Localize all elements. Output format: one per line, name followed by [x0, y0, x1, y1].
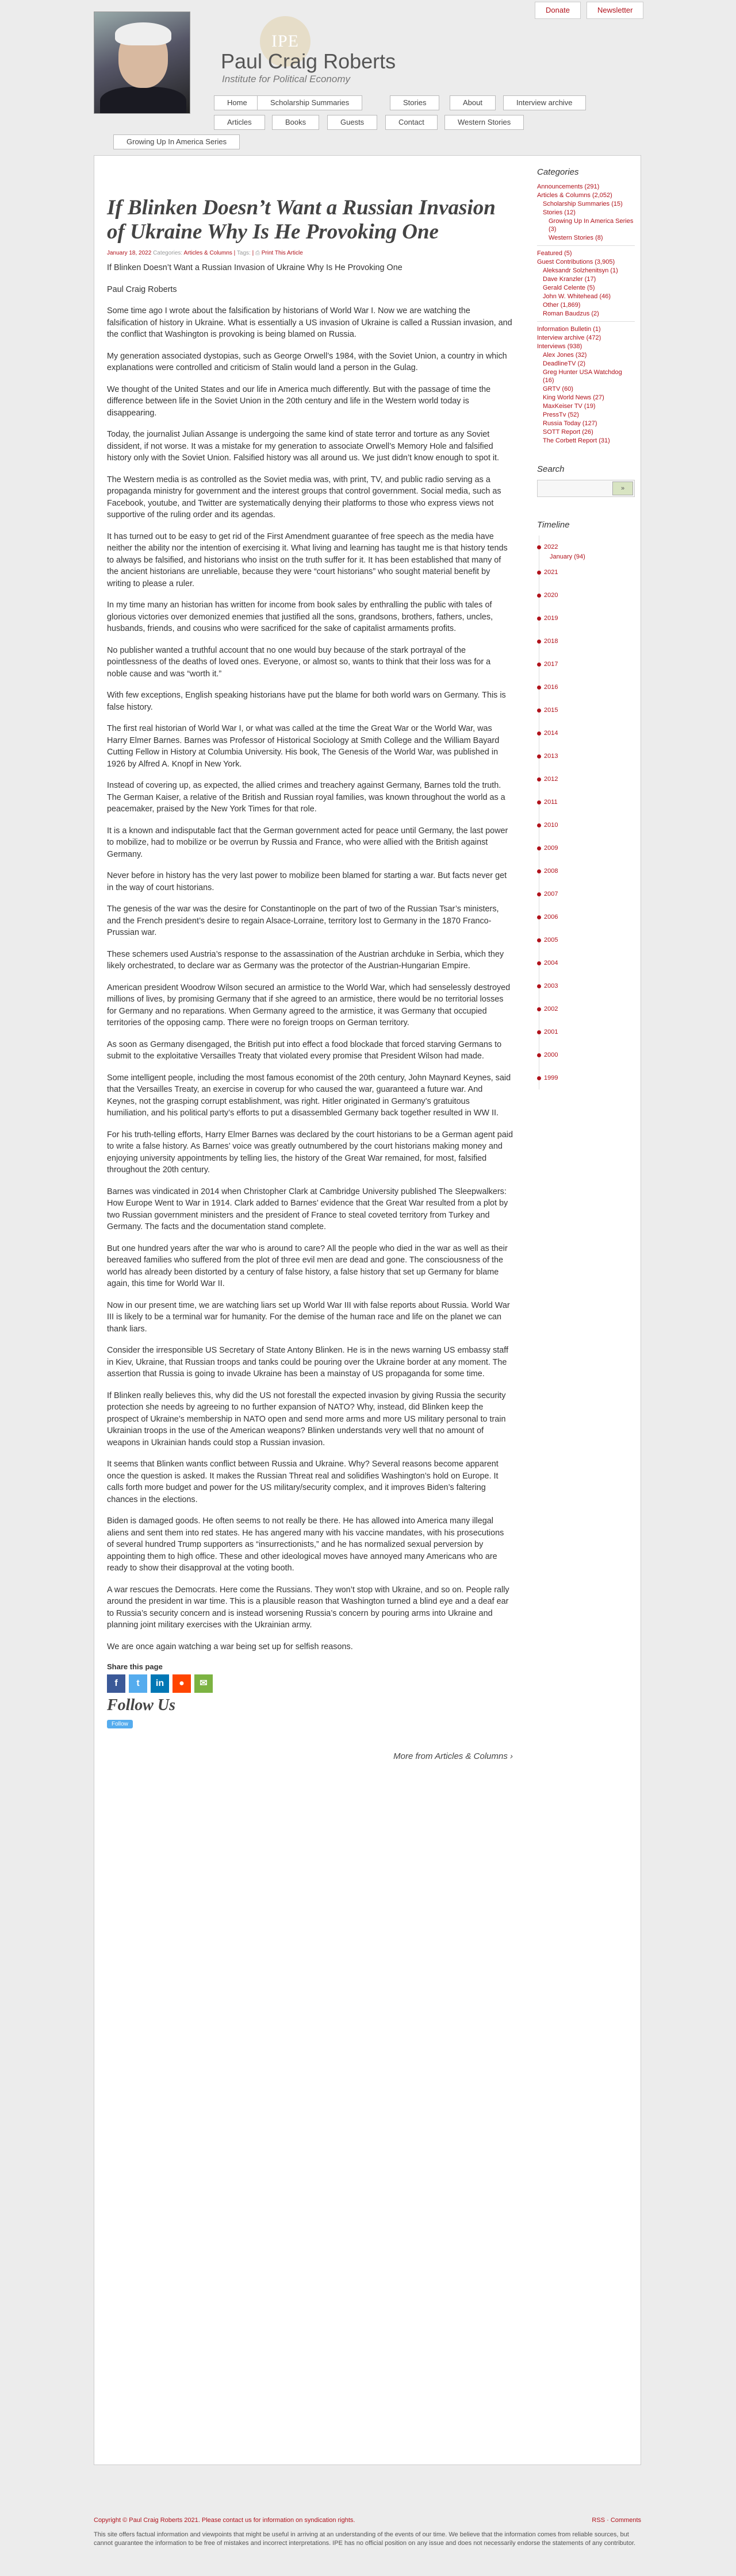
- nav-growing-up-series[interactable]: Growing Up In America Series: [113, 134, 240, 149]
- category-link[interactable]: Interviews (938): [537, 343, 582, 350]
- timeline-dot-icon: [537, 731, 541, 736]
- nav-stories[interactable]: Stories: [390, 95, 439, 110]
- nav-contact[interactable]: Contact: [385, 115, 438, 130]
- nav-interview-archive[interactable]: Interview archive: [503, 95, 586, 110]
- timeline-dot-icon: [537, 777, 541, 781]
- timeline-year[interactable]: [537, 906, 635, 929]
- timeline-year-label[interactable]: 2013: [544, 753, 558, 760]
- category-link[interactable]: Roman Baudzus (2): [543, 310, 599, 317]
- article-paragraph: For his truth-telling efforts, Harry Elmer Barnes was declared by the court historians to be a German agent paid to write a false history. As Barnes’ voice was greatly outnumbered by the court historians making money and enjoying university appointments by telling lies, the history of the Great War remained, for most, falsified throughout the 20th century.: [107, 1130, 513, 1175]
- timeline-year[interactable]: [537, 561, 635, 584]
- timeline-dot-icon: [537, 545, 541, 549]
- footer-rss[interactable]: RSS · Comments: [592, 2517, 641, 2524]
- category-link[interactable]: Growing Up In America Series (3): [549, 218, 634, 233]
- timeline-dot-icon: [537, 869, 541, 873]
- timeline-month[interactable]: January (94): [550, 553, 585, 560]
- timeline-dot-icon: [537, 571, 541, 575]
- timeline-dot-icon: [537, 938, 541, 942]
- timeline-year-label[interactable]: 2015: [544, 707, 558, 714]
- timeline-year[interactable]: [537, 1021, 635, 1044]
- category-link[interactable]: Interview archive (472): [537, 334, 601, 341]
- timeline-dot-icon: [537, 1030, 541, 1034]
- reddit-share-icon[interactable]: ●: [172, 1674, 191, 1693]
- category-link[interactable]: Stories (12): [543, 209, 576, 216]
- timeline-year-label[interactable]: 2002: [544, 1006, 558, 1012]
- linkedin-share-icon[interactable]: in: [151, 1674, 169, 1693]
- timeline-year[interactable]: [537, 584, 635, 607]
- timeline-year-label[interactable]: 2011: [544, 799, 558, 806]
- site-header: [0, 0, 736, 155]
- article-paragraph: My generation associated dystopias, such as George Orwell’s 1984, with the Soviet Union, a country in which explanations were controlled and criticism of Stalin would land a person in the Gulag.: [107, 351, 507, 372]
- timeline-year-label[interactable]: 1999: [544, 1075, 558, 1081]
- category-link[interactable]: Scholarship Summaries (15): [543, 201, 623, 207]
- category-link[interactable]: DeadlineTV (2): [543, 360, 585, 367]
- site-subtitle: Institute for Political Economy: [222, 74, 350, 84]
- category-divider: [537, 321, 635, 322]
- nav-about[interactable]: About: [450, 95, 496, 110]
- site-title[interactable]: Paul Craig Roberts: [221, 49, 396, 73]
- timeline-dot-icon: [537, 1053, 541, 1057]
- nav-books[interactable]: Books: [272, 115, 319, 130]
- article-paragraph: No publisher wanted a truthful account that no one would buy because of the stark portrayal of the pointlessness of the deaths of loved ones. Everyone, or almost so, wants to think that their loss was for a noble cause and was “worth it.”: [107, 645, 491, 679]
- category-link[interactable]: Articles & Columns (2,052): [537, 192, 612, 199]
- donate-button[interactable]: Donate: [535, 2, 581, 19]
- timeline-year[interactable]: [537, 722, 635, 745]
- article: [107, 196, 513, 1761]
- timeline-dot-icon: [537, 594, 541, 598]
- timeline-dot-icon: [537, 640, 541, 644]
- timeline-year[interactable]: [537, 998, 635, 1021]
- nav-home[interactable]: Home: [214, 95, 260, 110]
- article-paragraph: Today, the journalist Julian Assange is undergoing the same kind of state terror and torture as any Soviet dissident, if not worse. It was a mistake for my generation to associate Orwell’s Memory Hole and falsified history only with the Soviet Union. Falsified history was all around us. We just didn’t know enough to spot it.: [107, 430, 500, 463]
- category-link[interactable]: The Corbett Report (31): [543, 437, 610, 444]
- article-paragraph: Barnes was vindicated in 2014 when Christopher Clark at Cambridge University published The Sleepwalkers: How Europe Went to War in 1914. Clark added to Barnes’ evidence that the Great War resulted from a plot by two Russian government ministers and the president of France to steal coveted territory from Turkey and Germany. The facts and the documentation stand complete.: [107, 1187, 508, 1231]
- category-link[interactable]: Aleksandr Solzhenitsyn (1): [543, 267, 618, 274]
- timeline-year-label[interactable]: 2019: [544, 615, 558, 622]
- category-link[interactable]: Guest Contributions (3,905): [537, 259, 615, 265]
- timeline-year[interactable]: [537, 653, 635, 676]
- timeline-year[interactable]: [537, 791, 635, 814]
- timeline-year-label[interactable]: 2003: [544, 983, 558, 989]
- article-author: Paul Craig Roberts: [107, 284, 177, 294]
- timeline-year-label[interactable]: 2017: [544, 661, 558, 668]
- article-meta: January 18, 2022 Categories: Articles & Columns | Tags: | ⎙ Print This Article: [107, 250, 303, 256]
- timeline-dot-icon: [537, 961, 541, 965]
- print-article-link[interactable]: Print This Article: [261, 250, 303, 256]
- timeline-dot-icon: [537, 846, 541, 850]
- category-link[interactable]: Western Stories (8): [549, 234, 603, 241]
- timeline-dot-icon: [537, 686, 541, 690]
- facebook-share-icon[interactable]: f: [107, 1674, 125, 1693]
- article-paragraph: Instead of covering up, as expected, the allied crimes and treachery against Germany, Barnes told the truth. The German Kaiser, a relative of the British and Russian royal families, was known throughout the world as a peacemaker, praised by the New York Times for that role.: [107, 781, 505, 814]
- timeline-year[interactable]: [537, 676, 635, 699]
- newsletter-button[interactable]: Newsletter: [586, 2, 643, 19]
- timeline-dot-icon: [537, 823, 541, 827]
- article-paragraph: If Blinken really believes this, why did the US not forestall the expected invasion by giving Russia the security protection she needs by agreeing to no further expansion of NATO? Why, instead, did Blinken keep the prospect of Ukraine’s membership in NATO open and send more arms and more US military personal to train Ukrainian troops in the use of the American weapons? Blinken understands very well that no amount of weapons in Ukrainian hands could stop a Russian invasion.: [107, 1391, 506, 1447]
- share-heading: Share this page: [107, 1662, 163, 1671]
- timeline-year-label[interactable]: 2006: [544, 914, 558, 921]
- more-articles-label: More from Articles & Columns: [393, 1751, 508, 1761]
- category-link[interactable]: King World News (27): [543, 394, 604, 401]
- category-link[interactable]: SOTT Report (26): [543, 429, 593, 436]
- article-paragraph: Consider the irresponsible US Secretary of State Antony Blinken. He is in the news warning US embassy staff in Kiev, Ukraine, that Russian troops and tanks could be pouring over the Ukraine border at any moment. The assertion that Russia is going to invade Ukraine has been a mainstay of US propaganda for some time.: [107, 1346, 509, 1379]
- article-paragraph: As soon as Germany disengaged, the British put into effect a food blockade that forced starving Germans to submit to the exploitative Versailles Treaty that violated every promise that President Wilson had made.: [107, 1039, 502, 1061]
- article-date: January 18, 2022: [107, 250, 152, 256]
- timeline-dot-icon: [537, 800, 541, 804]
- timeline-year[interactable]: [537, 837, 635, 860]
- category-link[interactable]: Articles & Columns: [183, 250, 232, 256]
- article-paragraph: American president Woodrow Wilson secured an armistice to the World War, which had senselessly destroyed millions of lives, by promising Germany that if she agreed to an armistice, there would be no territorial losses for Germany and no reparations. When Germany agreed to the armistice, it was Germany that occupied territories of the opposing camp. There were no foreign troops on German territory.: [107, 983, 511, 1027]
- timeline-year-label[interactable]: 2018: [544, 638, 558, 645]
- timeline-year[interactable]: [537, 607, 635, 630]
- timeline-dot-icon: [537, 1007, 541, 1011]
- footer: [94, 2517, 641, 2548]
- sidebar: [537, 167, 635, 1089]
- timeline-year-label[interactable]: 2001: [544, 1029, 558, 1035]
- category-link[interactable]: Other (1,869): [543, 302, 581, 309]
- timeline-year-label[interactable]: 2022: [544, 544, 558, 550]
- timeline-dot-icon: [537, 1076, 541, 1080]
- article-paragraph: These schemers used Austria’s response to the assassination of the Austrian archduke in Serbia, which they likely orchestrated, to declare war as Germany was the protector of the Austrian-Hungarian Empire.: [107, 949, 504, 971]
- category-link[interactable]: John W. Whitehead (46): [543, 293, 611, 300]
- timeline-year[interactable]: [537, 1044, 635, 1066]
- timeline-year[interactable]: [537, 745, 635, 768]
- categories-heading: Categories: [537, 167, 579, 177]
- timeline-dot-icon: [537, 892, 541, 896]
- timeline-year-label[interactable]: 2009: [544, 845, 558, 852]
- article-paragraph: It has turned out to be easy to get rid of the First Amendment guarantee of free speech as the media have neither the ability nor the intention of exercising it. What living and learning has taught me is that history tends to always be falsified, and historians who insist on the truth suffer for it. It has been established that many of the ancient historians are unreliable, because they were “court historians” who sought material benefit by writing to please a ruler.: [107, 532, 508, 588]
- article-paragraph: If Blinken Doesn’t Want a Russian Invasion of Ukraine Why Is He Provoking One: [107, 263, 402, 272]
- timeline-heading: Timeline: [537, 520, 570, 530]
- article-paragraph: It is a known and indisputable fact that the German government acted for peace until Germany, the last power to mobilize, had to mobilize or be overrun by Russia and France, who were allied with the British against Germany.: [107, 826, 508, 859]
- article-paragraph: Some intelligent people, including the most famous economist of the 20th century, John Maynard Keynes, said that the Versailles Treaty, an exercise in coverup for who caused the war, guaranteed a future war. And Keynes, not the grasping corrupt establishment, was right. Hitler originated in Germany’s gratuitous humiliation, and his political party’s efforts to put a disassembled Germany back together resulted in WW II.: [107, 1073, 511, 1118]
- category-link[interactable]: Russia Today (127): [543, 420, 597, 427]
- article-paragraph: Some time ago I wrote about the falsification by historians of World War I. Now we are watching the falsification of history in Ukraine. What is essentially a US invasion of Ukraine is called a Russian invasion, and the conflict that Washington is provoking is being blamed on Russia.: [107, 306, 512, 339]
- category-link[interactable]: Dave Kranzler (17): [543, 276, 596, 283]
- timeline-year[interactable]: [537, 975, 635, 998]
- category-link[interactable]: PressTv (52): [543, 411, 579, 418]
- nav-scholarship-summaries[interactable]: Scholarship Summaries: [257, 95, 362, 110]
- timeline-year-label[interactable]: 2005: [544, 937, 558, 944]
- article-paragraph: A war rescues the Democrats. Here come the Russians. They won’t stop with Ukraine, and so on. People rally around the president in war time. This is a plausible reason that Washington turned a blind eye and a deaf ear to Russia’s security concern and is instead worsening Russia’s concern by pouring arms into Ukraine and planning joint military exercises with the Ukrainian army.: [107, 1585, 509, 1630]
- timeline-dot-icon: [537, 915, 541, 919]
- email-share-icon[interactable]: ✉: [194, 1674, 213, 1693]
- article-paragraph: The first real historian of World War I, or what was called at the time the Great War or the World War, was Harry Elmer Barnes. Barnes was Professor of Historical Sociology at Smith College and the William Bayard Cutting Fellow in History at Columbia University. His book, The Genesis of the World War, was published in 1926 by Alfred A. Knopf in New York.: [107, 724, 500, 769]
- arrow-right-icon: ›: [510, 1751, 513, 1761]
- article-paragraph: But one hundred years after the war who is around to care? All the people who died in the war as well as their bereaved families who suffered from the plot of three evil men are dead and gone. The consciousness of the world has already been distorted by a century of false history, a false history that set up Germany for blame again, this time for World War II.: [107, 1243, 508, 1288]
- timeline-dot-icon: [537, 754, 541, 758]
- category-link[interactable]: Gerald Celente (5): [543, 284, 595, 291]
- timeline-dot-icon: [537, 709, 541, 713]
- follow-us-heading: Follow Us: [107, 1696, 176, 1714]
- timeline-year[interactable]: [537, 768, 635, 791]
- timeline-year[interactable]: [537, 929, 635, 952]
- footer-disclaimer: This site offers factual information and viewpoints that might be useful in arriving at an understanding of the events of our time. We believe that the information comes from reliable sources, but cannot guarantee the information to be free of mistakes and incorrect interpretations. IPE has no official position on any issue and does not necessarily endorse the statements of any contributor.: [94, 2531, 636, 2547]
- category-link[interactable]: Featured (5): [537, 250, 572, 257]
- article-paragraph: We thought of the United States and our life in America much differently. But with the passage of time the difference between life in the Soviet Union in the 20th century and life in the Western world today is disappearing.: [107, 384, 491, 418]
- timeline-year-label[interactable]: 2016: [544, 684, 558, 691]
- article-paragraph: We are once again watching a war being set up for selfish reasons.: [107, 1642, 353, 1651]
- article-paragraph: With few exceptions, English speaking historians have put the blame for both world wars on Germany. This is false history.: [107, 691, 506, 712]
- timeline-year[interactable]: [537, 630, 635, 653]
- search-input[interactable]: [537, 480, 635, 497]
- timeline-year-label[interactable]: 2010: [544, 822, 558, 829]
- category-link[interactable]: MaxKeiser TV (19): [543, 403, 596, 410]
- twitter-follow-button[interactable]: Follow: [107, 1720, 133, 1728]
- timeline-year[interactable]: [537, 814, 635, 837]
- category-link[interactable]: Alex Jones (32): [543, 352, 587, 359]
- timeline-dot-icon: [537, 984, 541, 988]
- author-photo: [94, 11, 190, 114]
- category-divider: [537, 245, 635, 246]
- more-articles-link[interactable]: [107, 1751, 513, 1761]
- categories-list: [537, 183, 635, 445]
- timeline-year-label[interactable]: 2012: [544, 776, 558, 783]
- category-link[interactable]: Greg Hunter USA Watchdog (16): [543, 369, 622, 384]
- article-paragraph: In my time many an historian has written for income from book sales by enthralling the public with tales of glorious victories over demonized enemies that justified all the sons, grandsons, brothers, fathers, uncles, husbands, friends, and cousins who were sacrificed for the sake of capitalist armaments profits.: [107, 600, 493, 633]
- search-button[interactable]: »: [612, 482, 633, 495]
- timeline-year-label[interactable]: 2008: [544, 868, 558, 875]
- article-paragraph: It seems that Blinken wants conflict between Russia and Ukraine. Why? Several reasons become apparent once the question is asked. It makes the Russian Threat real and solidifies Washington’s hold on Europe. It calls forth more budget and power for the US military/security complex, and it improves Biden’s faltering chances in the elections.: [107, 1460, 499, 1504]
- timeline-dot-icon: [537, 663, 541, 667]
- nav-articles[interactable]: Articles: [214, 115, 265, 130]
- article-paragraph: The Western media is as controlled as the Soviet media was, with print, TV, and public radio serving as a propaganda ministry for government and the interest groups that control government. Social media, such as Facebook, youtube, and Twitter are systematically denying their platforms to those who express views not supportive of the ruling order and its agendas.: [107, 475, 501, 519]
- twitter-share-icon[interactable]: t: [129, 1674, 147, 1693]
- category-link[interactable]: Announcements (291): [537, 183, 600, 190]
- nav-western-stories[interactable]: Western Stories: [444, 115, 524, 130]
- timeline-year[interactable]: [537, 1066, 635, 1089]
- article-title[interactable]: If Blinken Doesn’t Want a Russian Invasion of Ukraine Why Is He Provoking One: [107, 196, 496, 244]
- article-paragraph: Now in our present time, we are watching liars set up World War III with false reports about Russia. World War III is likely to be a terminal war for humanity. For the demise of the human race and life on the planet we can thank liars.: [107, 1300, 510, 1334]
- timeline-year-label[interactable]: 2014: [544, 730, 558, 737]
- timeline-year[interactable]: [537, 883, 635, 906]
- timeline-year[interactable]: [537, 699, 635, 722]
- timeline-year[interactable]: [537, 860, 635, 883]
- timeline-year-label[interactable]: 2004: [544, 960, 558, 967]
- timeline-dot-icon: [537, 617, 541, 621]
- timeline-year[interactable]: [537, 536, 635, 561]
- article-body: [107, 262, 513, 1653]
- content-container: [94, 155, 641, 2465]
- article-paragraph: Never before in history has the very last power to mobilize been blamed for starting a war. But facts never get in the way of court historians.: [107, 871, 507, 892]
- timeline-year-label[interactable]: 2020: [544, 592, 558, 599]
- timeline-year-label[interactable]: 2007: [544, 891, 558, 898]
- article-paragraph: Biden is damaged goods. He often seems to not really be there. He has allowed into America many illegal aliens and sent them into red states. He has angered many with his vaccine mandates, with his prosecutions of several hundred Trump supporters as “insurrectionists,” and he has normalized sexual perversion by appointing them to high office. These and other ideological moves have annoyed many Americans who are ready to show their disapproval at the voting booth.: [107, 1516, 504, 1573]
- tags-label: Tags:: [236, 250, 251, 256]
- article-paragraph: The genesis of the war was the desire for Constantinople on the part of two of the Russian Tsar’s ministers, and the French president’s desire to regain Alsace-Lorraine, territory lost to Germany in the 1870 Franco-Prussian war.: [107, 904, 499, 937]
- timeline-list: [537, 536, 635, 1089]
- timeline-year-label[interactable]: 2021: [544, 569, 558, 576]
- share-section: [107, 1662, 513, 1728]
- search-heading: Search: [537, 464, 565, 474]
- ipe-logo[interactable]: IPE: [260, 16, 310, 67]
- timeline-year[interactable]: [537, 952, 635, 975]
- category-link[interactable]: GRTV (60): [543, 386, 573, 392]
- nav-guests[interactable]: Guests: [327, 115, 377, 130]
- footer-copyright: Copyright © Paul Craig Roberts 2021. Please contact us for information on syndication rights.: [94, 2517, 355, 2524]
- timeline-year-label[interactable]: 2000: [544, 1052, 558, 1058]
- print-icon[interactable]: ⎙: [255, 250, 260, 256]
- category-link[interactable]: Information Bulletin (1): [537, 326, 601, 333]
- categorized-label: Categories:: [153, 250, 183, 256]
